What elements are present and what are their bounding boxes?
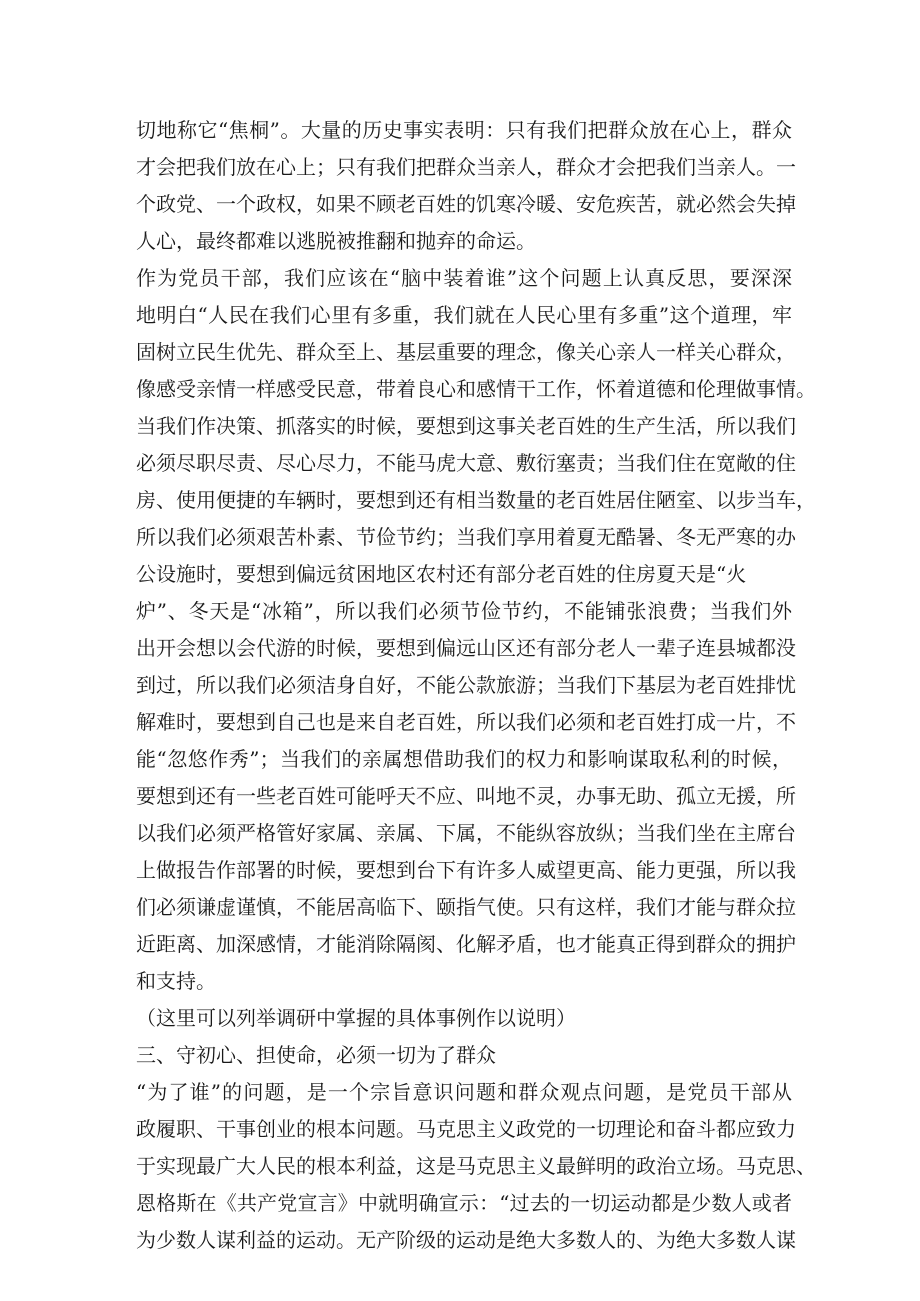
text-line: 人心，最终都难以逃脱被推翻和抛弃的命运。 bbox=[136, 229, 536, 253]
text-line: 到过，所以我们必须洁身自好，不能公款旅游；当我们下基层为老百姓排忧 bbox=[136, 673, 796, 697]
text-line: 于实现最广大人民的根本利益，这是马克思主义最鲜明的政治立场。马克思、 bbox=[136, 1154, 816, 1178]
text-line: 作为党员干部，我们应该在“脑中装着谁”这个问题上认真反思，要深深 bbox=[136, 266, 792, 290]
text-line: 和支持。 bbox=[136, 969, 216, 993]
text-line: （这里可以列举调研中掌握的具体事例作以说明） bbox=[136, 1006, 576, 1030]
text-line: 地明白“人民在我们心里有多重，我们就在人民心里有多重”这个道理，牢 bbox=[136, 303, 792, 327]
document-body bbox=[136, 112, 816, 1259]
text-line: 解难时，要想到自己也是来自老百姓，所以我们必须和老百姓打成一片，不 bbox=[136, 710, 796, 734]
text-line: 政履职、干事创业的根本问题。马克思主义政党的一切理论和奋斗都应致力 bbox=[136, 1117, 796, 1141]
text-line: “为了谁”的问题，是一个宗旨意识问题和群众观点问题，是党员干部从 bbox=[136, 1080, 792, 1104]
text-line: 房、使用便捷的车辆时，要想到还有相当数量的老百姓居住陋室、以步当车， bbox=[136, 488, 816, 512]
text-line: 上做报告作部署的时候，要想到台下有许多人威望更高、能力更强，所以我 bbox=[136, 858, 796, 882]
text-line: 必须尽职尽责、尽心尽力，不能马虎大意、敷衍塞责；当我们住在宽敞的住 bbox=[136, 451, 796, 475]
text-line: 切地称它“焦桐”。大量的历史事实表明：只有我们把群众放在心上，群众 bbox=[136, 118, 792, 142]
text-line: 近距离、加深感情，才能消除隔阂、化解矛盾，也才能真正得到群众的拥护 bbox=[136, 932, 796, 956]
text-line: 公设施时，要想到偏远贫困地区农村还有部分老百姓的住房夏天是“火 bbox=[136, 562, 747, 586]
text-line: 所以我们必须艰苦朴素、节俭节约；当我们享用着夏无酷暑、冬无严寒的办 bbox=[136, 525, 796, 549]
text-line: 才会把我们放在心上；只有我们把群众当亲人，群众才会把我们当亲人。一 bbox=[136, 155, 796, 179]
text-line: 以我们必须严格管好家属、亲属、下属，不能纵容放纵；当我们坐在主席台 bbox=[136, 821, 796, 845]
text-line: 固树立民生优先、群众至上、基层重要的理念，像关心亲人一样关心群众， bbox=[136, 340, 796, 364]
text-line: 像感受亲情一样感受民意，带着良心和感情干工作，怀着道德和伦理做事情。 bbox=[136, 377, 816, 401]
text-line: 要想到还有一些老百姓可能呼天不应、叫地不灵，办事无助、孤立无援，所 bbox=[136, 784, 796, 808]
text-line: 当我们作决策、抓落实的时候，要想到这事关老百姓的生产生活，所以我们 bbox=[136, 414, 796, 438]
text-line: 炉”、冬天是“冰箱”，所以我们必须节俭节约，不能铺张浪费；当我们外 bbox=[136, 599, 792, 623]
text-line: 为少数人谋利益的运动。无产阶级的运动是绝大多数人的、为绝大多数人谋 bbox=[136, 1228, 796, 1252]
text-line: 能“忽悠作秀”；当我们的亲属想借助我们的权力和影响谋取私利的时候， bbox=[136, 747, 792, 771]
text-line: 个政党、一个政权，如果不顾老百姓的饥寒冷暖、安危疾苦，就必然会失掉 bbox=[136, 192, 796, 216]
text-line: 三、守初心、担使命，必须一切为了群众 bbox=[136, 1043, 496, 1067]
text-line: 恩格斯在《共产党宣言》中就明确宣示：“过去的一切运动都是少数人或者 bbox=[136, 1191, 792, 1215]
text-line: 出开会想以会代游的时候，要想到偏远山区还有部分老人一辈子连县城都没 bbox=[136, 636, 796, 660]
text-line: 们必须谦虚谨慎，不能居高临下、颐指气使。只有这样，我们才能与群众拉 bbox=[136, 895, 796, 919]
